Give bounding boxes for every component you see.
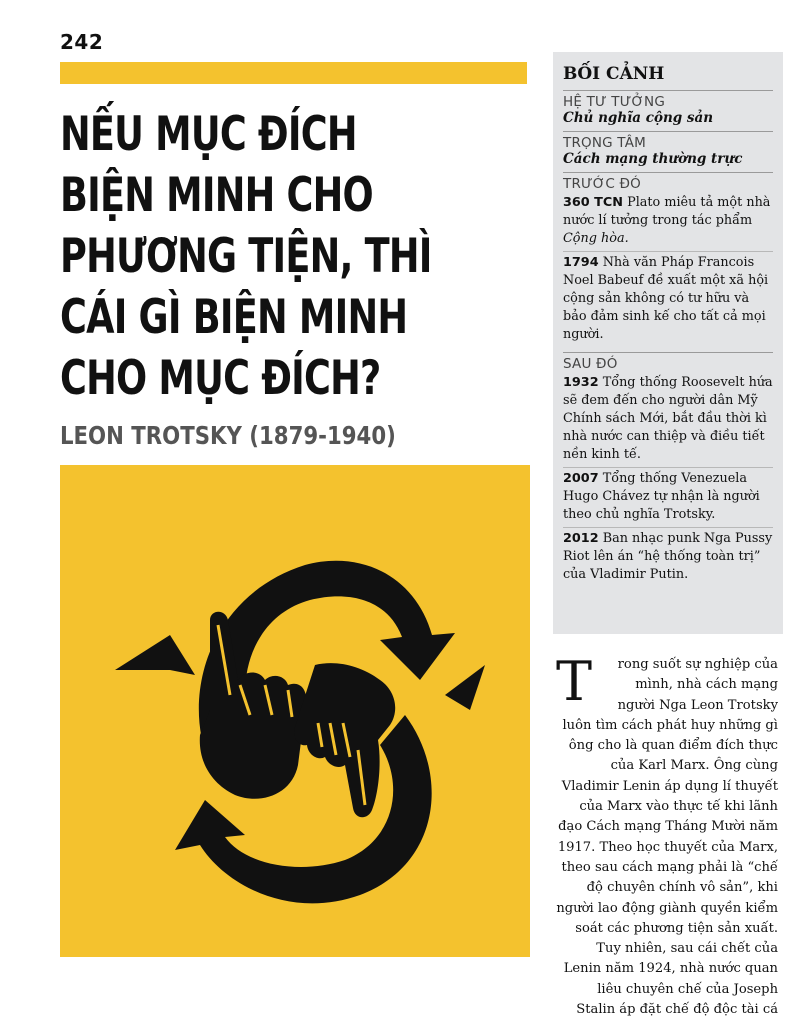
headline-line: BIỆN MINH CHO: [60, 168, 373, 223]
author-name: LEON TROTSKY: [60, 421, 242, 450]
headline-line: PHƯƠNG TIỆN, THÌ: [60, 229, 432, 284]
headline-line: NẾU MỤC ĐÍCH: [60, 107, 357, 162]
focus-value: Cách mạng thường trực: [563, 151, 743, 167]
hands-pointing-cycle-icon: [60, 465, 530, 957]
illustration-panel: [60, 465, 530, 957]
context-sidebar: [553, 52, 783, 634]
timeline-entry: [563, 527, 773, 587]
entry-text: Ban nhạc punk Nga Pussy Riot lên án “hệ thống toàn trị” của Vladimir Putin.: [563, 531, 773, 582]
timeline-entry: [563, 192, 773, 251]
chapter-headline: [60, 104, 528, 409]
entry-text: Tổng thống Roosevelt hứa sẽ đem đến cho người dân Mỹ Chính sách Mới, bắt đầu thời kì nhà nước can thiệp và điều tiết nền kinh tế.: [563, 375, 773, 462]
ideology-label: HỆ TƯ TƯỞNG: [563, 94, 666, 110]
before-section: [563, 172, 773, 352]
body-text: [556, 650, 778, 1020]
entry-year: 360 TCN: [563, 195, 623, 210]
before-label: TRƯỚC ĐÓ: [563, 176, 641, 192]
after-section: [563, 352, 773, 592]
body-paragraph: rong suốt sự nghiệp của mình, nhà cách mạng người Nga Leon Trotsky luôn tìm cách phát huy những gì ông cho là quan điểm đích thực của Karl Marx. Ông cùng Vladimir Lenin áp dụng lí thuyết của Marx vào thực tế khi lãnh đạo Cách mạng Tháng Mười năm 1917. Theo học thuyết của Marx, theo sau cách mạng phải là “chế độ chuyên chính vô sản”, khi người lao động giành quyền kiểm soát các phương tiện sản xuất. Tuy nhiên, sau cái chết của Lenin năm 1924, nhà nước quan liêu chuyên chế của Joseph Stalin áp đặt chế độ độc tài cá: [556, 657, 778, 1018]
ideology-value: Chủ nghĩa cộng sản: [563, 110, 714, 126]
entry-text: Tổng thống Venezuela Hugo Chávez tự nhận là người theo chủ nghĩa Trotsky.: [563, 471, 760, 522]
context-title: BỐI CẢNH: [563, 64, 665, 84]
page-number: 242: [60, 30, 104, 54]
focus-section: [563, 131, 773, 172]
focus-label: TRỌNG TÂM: [563, 135, 646, 151]
timeline-entry: [563, 467, 773, 527]
entry-text: Nhà văn Pháp Francois Noel Babeuf đề xuất một xã hội cộng sản không có tư hữu và bảo đảm sinh kế cho tất cả mọi người.: [563, 255, 769, 342]
entry-italic: Cộng hòa.: [563, 231, 629, 246]
author-byline: [60, 421, 396, 450]
entry-year: 2007: [563, 471, 599, 486]
headline-line: CÁI GÌ BIỆN MINH: [60, 290, 408, 345]
after-label: SAU ĐÓ: [563, 356, 618, 372]
entry-text: Plato miêu tả một nhà nước lí tưởng trong tác phẩm: [563, 195, 771, 228]
entry-year: 2012: [563, 531, 599, 546]
accent-bar: [60, 62, 527, 84]
ideology-section: [563, 90, 773, 131]
timeline-entry: [563, 372, 773, 467]
drop-cap: T: [556, 650, 593, 713]
entry-year: 1932: [563, 375, 599, 390]
entry-year: 1794: [563, 255, 599, 270]
timeline-entry: [563, 251, 773, 347]
headline-line: CHO MỤC ĐÍCH?: [60, 351, 381, 406]
author-years: (1879-1940): [249, 421, 396, 450]
